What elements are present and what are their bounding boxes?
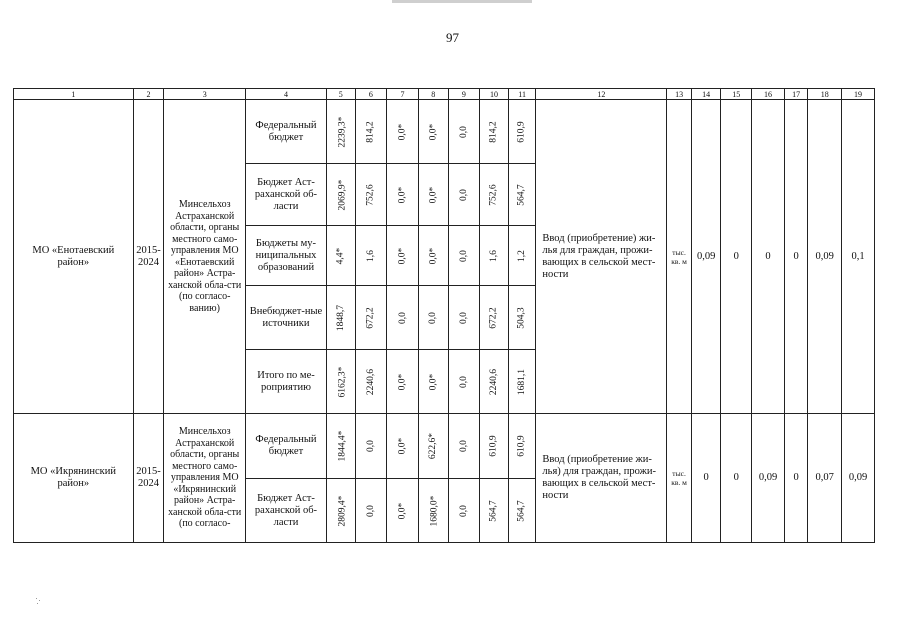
municipality-cell [14, 100, 134, 414]
indicator-text: Ввод (приобретение) жи-лья для граждан, прожи-вающих в сельской мест-ности [542, 232, 656, 280]
executor-cell [164, 100, 246, 414]
funding-source-cell [246, 226, 327, 286]
period-cell-text: 2015-2024 [136, 466, 161, 489]
amount-value: 0,0* [428, 186, 439, 203]
period-cell [133, 414, 164, 543]
funding-source-cell [246, 479, 327, 543]
executor-cell [164, 414, 246, 543]
amount-value: 752,6 [365, 183, 376, 206]
amount-cell [326, 350, 355, 414]
column-number: 17 [784, 89, 808, 100]
unit-cell [667, 100, 692, 414]
amount-value: 2239,3* [337, 116, 348, 147]
indicator-cell [536, 414, 667, 543]
indicator-value: 0,1 [851, 250, 865, 262]
column-number: 9 [448, 89, 480, 100]
amount-cell [480, 286, 509, 350]
amount-cell [418, 226, 448, 286]
amount-cell [448, 286, 480, 350]
amount-cell [387, 226, 419, 286]
indicator-value-cell [808, 100, 842, 414]
amount-cell [387, 350, 419, 414]
amount-cell [355, 479, 387, 543]
unit-cell [667, 414, 692, 543]
amount-value: 0,0 [458, 311, 469, 324]
amount-cell [480, 350, 509, 414]
indicator-value: 0,09 [696, 250, 716, 262]
amount-cell [508, 226, 536, 286]
column-number: 1 [14, 89, 134, 100]
amount-value: 504,3 [517, 306, 528, 329]
indicator-value-cell [721, 414, 752, 543]
indicator-value-cell [842, 414, 875, 543]
amount-value: 610,9 [489, 435, 500, 457]
amount-value: 1844,4* [337, 430, 348, 462]
amount-cell [326, 164, 355, 226]
unit-text: тыс. кв. м [671, 247, 687, 266]
indicator-value: 0 [765, 250, 771, 262]
amount-cell [387, 479, 419, 543]
amount-value: 0,0* [397, 186, 408, 203]
indicator-value: 0 [793, 250, 799, 262]
amount-value: 0,0* [397, 123, 408, 140]
amount-value: 1848,7 [335, 304, 346, 331]
amount-value: 622,6* [428, 432, 439, 460]
amount-cell [480, 479, 509, 543]
period-cell [133, 100, 164, 414]
column-number: 4 [246, 89, 327, 100]
amount-cell [387, 414, 419, 479]
funding-source: Итого по ме-роприятию [257, 369, 315, 393]
indicator-value-cell [691, 100, 721, 414]
indicator-cell [536, 100, 667, 414]
amount-cell [508, 414, 536, 479]
indicator-value: 0 [793, 472, 799, 483]
funding-source-cell [246, 286, 327, 350]
indicator-value: 0,09 [848, 472, 868, 483]
amount-cell [448, 350, 480, 414]
amount-value: 564,7 [517, 183, 528, 206]
indicator-value-cell [784, 100, 808, 414]
funding-source-cell [246, 350, 327, 414]
amount-cell [448, 226, 480, 286]
column-number: 11 [508, 89, 536, 100]
amount-value: 0,0 [458, 249, 469, 262]
indicator-value: 0 [733, 250, 739, 262]
amount-cell [480, 414, 509, 479]
amount-cell [480, 226, 509, 286]
column-number: 18 [808, 89, 842, 100]
amount-cell [355, 350, 387, 414]
scan-artifact [392, 0, 532, 3]
amount-cell [418, 350, 448, 414]
amount-cell [326, 226, 355, 286]
amount-value: 610,9 [517, 435, 528, 457]
amount-cell [508, 100, 536, 164]
amount-cell [448, 479, 480, 543]
indicator-value: 0,09 [815, 250, 834, 262]
amount-cell [508, 350, 536, 414]
column-number: 19 [842, 89, 875, 100]
amount-cell [355, 414, 387, 479]
amount-cell [508, 164, 536, 226]
funding-source: Бюджет Аст-раханской об-ласти [254, 176, 318, 212]
executor-cell-text: Минсельхоз Астраханской области, органы местного само-управления МО «Енотаевский район» Астра-ханской обла-сти (по согласо-ванию) [168, 199, 242, 314]
amount-value: 1,6 [489, 249, 500, 262]
amount-value: 672,2 [489, 306, 500, 329]
funding-source: Бюджеты му-ниципальных образований [255, 237, 317, 273]
funding-source: Федеральный бюджет [255, 434, 317, 457]
column-number: 10 [480, 89, 509, 100]
executor-cell-text: Минсельхоз Астраханской области, органы местного само-управления МО «Икрянинский район» Астра-ханской обла-сти (по согласо- [168, 426, 242, 530]
unit-text: тыс. кв. м [671, 469, 687, 487]
column-number: 14 [691, 89, 721, 100]
page-number: 97 [446, 30, 459, 45]
amount-cell [480, 100, 509, 164]
indicator-value: 0 [733, 472, 739, 483]
funding-source-cell [246, 164, 327, 226]
amount-value: 0,0 [365, 504, 376, 517]
amount-value: 2240,6 [489, 368, 500, 395]
amount-value: 1680,0* [429, 495, 440, 526]
amount-value: 0,0* [428, 123, 439, 140]
amount-value: 0,0 [458, 504, 469, 517]
amount-cell [508, 286, 536, 350]
period-cell-text: 2015-2024 [136, 244, 161, 268]
amount-value: 0,0* [397, 502, 408, 519]
amount-cell [355, 100, 387, 164]
amount-value: 0,0* [428, 373, 439, 390]
amount-value: 814,2 [489, 120, 500, 143]
amount-cell [326, 479, 355, 543]
amount-value: 1,2 [517, 249, 528, 262]
funding-source: Федеральный бюджет [255, 119, 317, 143]
indicator-value-cell [752, 100, 785, 414]
amount-value: 672,2 [365, 306, 376, 329]
column-number: 8 [418, 89, 448, 100]
municipality-cell-text: МО «Икрянинский район» [30, 466, 117, 489]
amount-value: 0,0 [428, 311, 439, 324]
municipality-cell-text: МО «Енотаевский район» [32, 244, 115, 268]
funding-row [14, 100, 875, 164]
column-number: 7 [387, 89, 419, 100]
indicator-value-cell [721, 100, 752, 414]
program-table [13, 88, 875, 543]
indicator-value-cell [842, 100, 875, 414]
amount-value: 0,0 [458, 375, 469, 388]
amount-value: 2809,4* [337, 495, 348, 526]
amount-value: 0,0* [428, 247, 439, 264]
indicator-value-cell [784, 414, 808, 543]
amount-cell [418, 164, 448, 226]
amount-value: 0,0 [365, 440, 376, 452]
amount-value: 564,7 [517, 499, 528, 522]
indicator-value-cell [752, 414, 785, 543]
indicator-value: 0 [703, 472, 709, 483]
amount-cell [418, 479, 448, 543]
amount-value: 564,7 [489, 499, 500, 522]
amount-value: 0,0 [458, 440, 469, 452]
amount-cell [355, 226, 387, 286]
amount-value: 814,2 [365, 120, 376, 143]
amount-cell [387, 286, 419, 350]
amount-cell [418, 286, 448, 350]
amount-value: 0,0* [397, 437, 408, 455]
amount-value: 0,0* [397, 247, 408, 264]
amount-value: 2240,6 [365, 368, 376, 395]
amount-cell [508, 479, 536, 543]
column-number: 15 [721, 89, 752, 100]
column-number: 2 [133, 89, 164, 100]
amount-value: 0,0 [397, 311, 408, 324]
column-number: 16 [752, 89, 785, 100]
amount-value: 0,0 [458, 125, 469, 138]
amount-value: 0,0 [458, 188, 469, 201]
amount-cell [326, 100, 355, 164]
column-number: 13 [667, 89, 692, 100]
funding-source-cell [246, 100, 327, 164]
amount-value: 0,0* [397, 373, 408, 390]
column-number: 6 [355, 89, 387, 100]
indicator-text: Ввод (приобретение жи-лья) для граждан, прожи-вающих в сельской мест-ности [542, 454, 657, 501]
amount-cell [326, 286, 355, 350]
indicator-value: 0,09 [758, 472, 778, 483]
amount-cell [448, 414, 480, 479]
amount-cell [387, 164, 419, 226]
amount-value: 4,4* [335, 247, 346, 264]
amount-cell [355, 286, 387, 350]
indicator-value-cell [691, 414, 721, 543]
amount-cell [326, 414, 355, 479]
column-number: 3 [164, 89, 246, 100]
amount-cell [387, 100, 419, 164]
amount-value: 752,6 [489, 183, 500, 206]
funding-source: Бюджет Аст-раханской об-ласти [254, 492, 318, 528]
column-number: 5 [326, 89, 355, 100]
amount-cell [355, 164, 387, 226]
amount-cell [418, 100, 448, 164]
column-number-row [14, 89, 875, 100]
funding-source: Внебюджет-ные источники [249, 305, 323, 329]
amount-cell [480, 164, 509, 226]
funding-row [14, 414, 875, 479]
amount-value: 1,6 [365, 249, 376, 262]
amount-value: 1681,1 [517, 368, 528, 395]
amount-value: 610,9 [517, 120, 528, 143]
indicator-value-cell [808, 414, 842, 543]
municipality-cell [14, 414, 134, 543]
funding-source-cell [246, 414, 327, 479]
indicator-value: 0,07 [815, 472, 834, 483]
amount-cell [448, 164, 480, 226]
scan-speckle [36, 598, 42, 604]
amount-cell [418, 414, 448, 479]
column-number: 12 [536, 89, 667, 100]
amount-value: 2069,9* [337, 179, 348, 210]
amount-cell [448, 100, 480, 164]
amount-value: 6162,3* [337, 366, 348, 397]
